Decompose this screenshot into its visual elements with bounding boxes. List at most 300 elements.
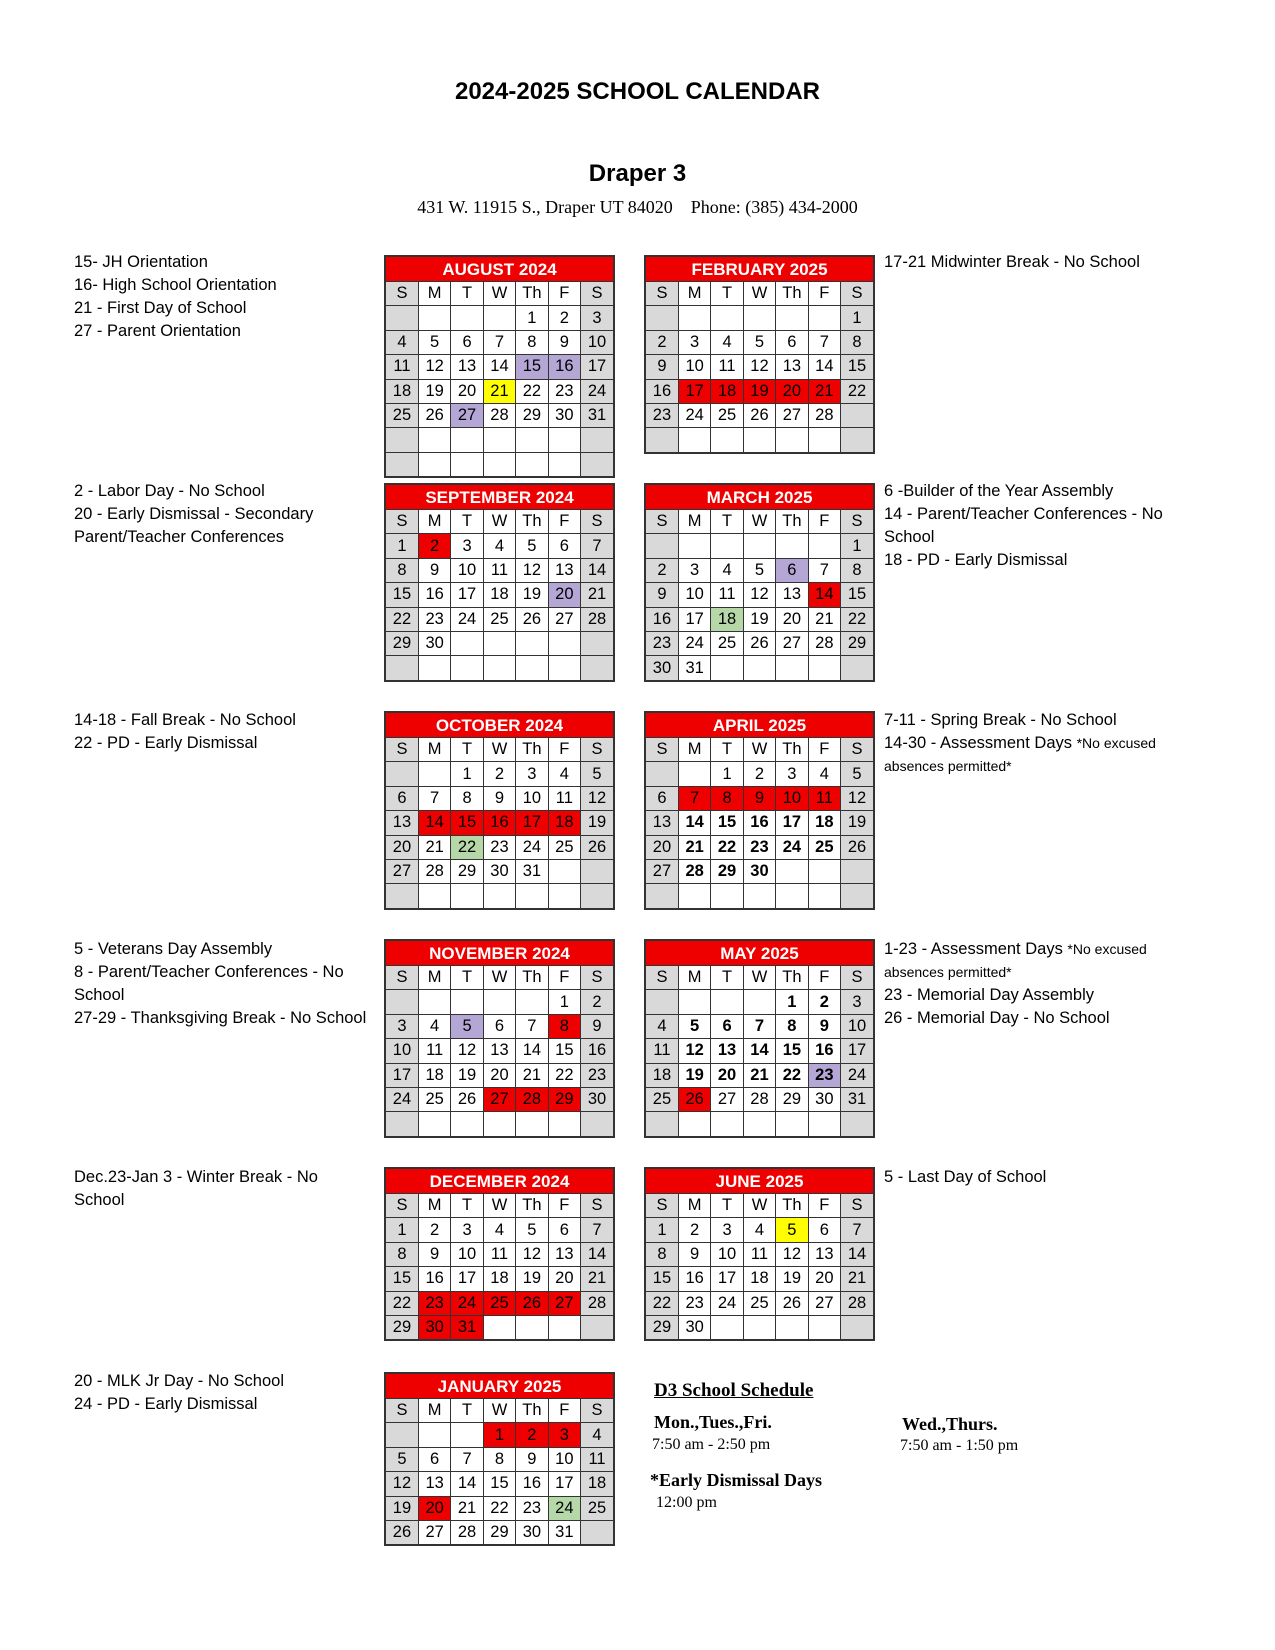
month-grid	[646, 510, 873, 680]
weekday-header: S	[386, 282, 418, 306]
month-grid	[386, 738, 613, 908]
day-cell: 29	[386, 1315, 418, 1339]
month-title: AUGUST 2024	[386, 257, 613, 282]
day-cell: 1	[776, 990, 808, 1014]
calendar-december-2024	[384, 1167, 615, 1341]
month-title: MARCH 2025	[646, 485, 873, 510]
weekday-header: Th	[776, 1194, 808, 1218]
note: 24 - PD - Early Dismissal	[74, 1395, 258, 1413]
month-grid	[386, 966, 613, 1136]
day-cell: 24	[516, 835, 548, 859]
day-cell: 6	[483, 1014, 515, 1038]
day-cell: 3	[451, 1218, 483, 1242]
day-cell: 23	[581, 1063, 613, 1087]
day-cell: 2	[581, 990, 613, 1014]
month-grid	[386, 282, 613, 476]
day-cell: 4	[711, 330, 743, 354]
day-cell: 22	[711, 835, 743, 859]
empty-day-cell	[418, 306, 450, 330]
empty-day-cell	[548, 452, 580, 476]
weekday-header: M	[418, 738, 450, 762]
day-cell: 11	[711, 355, 743, 379]
day-cell: 15	[386, 583, 418, 607]
weekday-header: W	[743, 1194, 775, 1218]
day-cell: 20	[548, 1267, 580, 1291]
weekday-header: S	[581, 1194, 613, 1218]
empty-day-cell	[743, 656, 775, 680]
day-cell: 26	[516, 1291, 548, 1315]
schedule-title: D3 School Schedule	[654, 1380, 814, 1401]
day-cell: 6	[776, 330, 808, 354]
day-cell: 9	[808, 1014, 840, 1038]
empty-day-cell	[451, 656, 483, 680]
empty-day-cell	[418, 1112, 450, 1136]
weekday-header: S	[841, 510, 873, 534]
page-title: 2024-2025 SCHOOL CALENDAR	[454, 78, 820, 105]
day-cell: 21	[581, 583, 613, 607]
day-cell: 13	[776, 355, 808, 379]
day-cell: 21	[418, 835, 450, 859]
weekday-header: Th	[776, 282, 808, 306]
weekday-header: F	[548, 738, 580, 762]
empty-day-cell	[678, 534, 710, 558]
day-cell: 10	[711, 1242, 743, 1266]
day-cell: 5	[418, 330, 450, 354]
note: 14-30 - Assessment Days	[884, 734, 1072, 752]
day-cell: 30	[678, 1315, 710, 1339]
empty-day-cell	[841, 1315, 873, 1339]
day-cell: 1	[548, 990, 580, 1014]
day-cell: 2	[808, 990, 840, 1014]
day-cell: 13	[483, 1039, 515, 1063]
calendar-february-2025	[644, 255, 875, 454]
day-cell: 4	[646, 1014, 678, 1038]
day-cell: 8	[646, 1242, 678, 1266]
day-cell: 1	[711, 762, 743, 786]
day-cell: 16	[646, 379, 678, 403]
empty-day-cell	[646, 1112, 678, 1136]
day-cell: 8	[386, 1242, 418, 1266]
day-cell: 16	[581, 1039, 613, 1063]
weekday-header: Th	[516, 966, 548, 990]
empty-day-cell	[776, 534, 808, 558]
day-cell: 6	[386, 786, 418, 810]
day-cell: 24	[581, 379, 613, 403]
day-cell: 17	[678, 379, 710, 403]
empty-day-cell	[386, 428, 418, 452]
day-cell: 10	[451, 1242, 483, 1266]
day-cell: 28	[483, 403, 515, 427]
day-cell: 14	[678, 811, 710, 835]
calendar-april-2025	[644, 711, 875, 910]
day-cell: 28	[743, 1087, 775, 1111]
day-cell: 17	[386, 1063, 418, 1087]
day-cell: 7	[451, 1447, 483, 1471]
note: 17-21 Midwinter Break - No School	[884, 253, 1140, 271]
empty-day-cell	[808, 859, 840, 883]
day-cell: 10	[841, 1014, 873, 1038]
day-cell: 12	[516, 1242, 548, 1266]
day-cell: 12	[743, 355, 775, 379]
note: 14-18 - Fall Break - No School	[74, 711, 296, 729]
day-cell: 21	[451, 1496, 483, 1520]
day-cell: 10	[776, 786, 808, 810]
day-cell: 10	[516, 786, 548, 810]
day-cell: 19	[516, 583, 548, 607]
day-cell: 8	[483, 1447, 515, 1471]
empty-day-cell	[841, 884, 873, 908]
day-cell: 25	[808, 835, 840, 859]
empty-day-cell	[808, 1112, 840, 1136]
empty-day-cell	[418, 656, 450, 680]
weekday-header: T	[451, 282, 483, 306]
school-address: 431 W. 11915 S., Draper UT 84020	[417, 197, 673, 217]
note: 22 - PD - Early Dismissal	[74, 734, 258, 752]
empty-day-cell	[548, 428, 580, 452]
empty-day-cell	[451, 631, 483, 655]
day-cell: 19	[516, 1267, 548, 1291]
day-cell: 2	[646, 558, 678, 582]
weekday-header: W	[743, 738, 775, 762]
weekday-header: T	[711, 1194, 743, 1218]
day-cell: 10	[386, 1039, 418, 1063]
calendar-october-2024	[384, 711, 615, 910]
day-cell: 4	[581, 1423, 613, 1447]
weekday-header: Th	[516, 1399, 548, 1423]
day-cell: 12	[776, 1242, 808, 1266]
empty-day-cell	[743, 884, 775, 908]
empty-day-cell	[808, 534, 840, 558]
empty-day-cell	[776, 656, 808, 680]
day-cell: 6	[646, 786, 678, 810]
day-cell: 15	[841, 355, 873, 379]
empty-day-cell	[743, 1112, 775, 1136]
weekday-header: W	[743, 510, 775, 534]
weekday-header: T	[711, 510, 743, 534]
day-cell: 9	[646, 355, 678, 379]
empty-day-cell	[711, 1112, 743, 1136]
day-cell: 26	[678, 1087, 710, 1111]
empty-day-cell	[743, 990, 775, 1014]
day-cell: 16	[743, 811, 775, 835]
empty-day-cell	[451, 884, 483, 908]
day-cell: 23	[743, 835, 775, 859]
weekday-header: S	[386, 738, 418, 762]
weekday-header: T	[451, 510, 483, 534]
day-cell: 26	[743, 403, 775, 427]
day-cell: 22	[841, 607, 873, 631]
day-cell: 26	[418, 403, 450, 427]
day-cell: 13	[548, 1242, 580, 1266]
day-cell: 4	[808, 762, 840, 786]
empty-day-cell	[451, 990, 483, 1014]
calendar-august-2024	[384, 255, 615, 478]
day-cell: 12	[743, 583, 775, 607]
empty-day-cell	[711, 884, 743, 908]
weekday-header: F	[548, 1194, 580, 1218]
empty-day-cell	[386, 762, 418, 786]
day-cell: 13	[646, 811, 678, 835]
day-cell: 23	[678, 1291, 710, 1315]
empty-day-cell	[418, 884, 450, 908]
schedule-wt-label: Wed.,Thurs.	[902, 1414, 998, 1434]
day-cell: 8	[451, 786, 483, 810]
note: 14 - Parent/Teacher Conferences - No School	[884, 505, 1163, 546]
day-cell: 12	[841, 786, 873, 810]
empty-day-cell	[386, 990, 418, 1014]
day-cell: 16	[548, 355, 580, 379]
empty-day-cell	[483, 1112, 515, 1136]
day-cell: 20	[776, 607, 808, 631]
weekday-header: F	[808, 966, 840, 990]
day-cell: 5	[516, 534, 548, 558]
day-cell: 2	[548, 306, 580, 330]
empty-day-cell	[646, 534, 678, 558]
day-cell: 8	[841, 558, 873, 582]
day-cell: 6	[711, 1014, 743, 1038]
weekday-header: M	[678, 966, 710, 990]
weekday-header: M	[418, 1399, 450, 1423]
day-cell: 19	[418, 379, 450, 403]
day-cell: 13	[548, 558, 580, 582]
day-cell: 27	[386, 859, 418, 883]
day-cell: 21	[678, 835, 710, 859]
day-cell: 18	[483, 583, 515, 607]
day-cell: 8	[776, 1014, 808, 1038]
empty-day-cell	[776, 884, 808, 908]
weekday-header: M	[678, 510, 710, 534]
day-cell: 27	[451, 403, 483, 427]
day-cell: 28	[418, 859, 450, 883]
day-cell: 25	[386, 403, 418, 427]
day-cell: 18	[581, 1472, 613, 1496]
day-cell: 3	[548, 1423, 580, 1447]
month-title: OCTOBER 2024	[386, 713, 613, 738]
school-contact	[0, 197, 1275, 218]
day-cell: 12	[516, 558, 548, 582]
day-cell: 5	[451, 1014, 483, 1038]
weekday-header: Th	[776, 510, 808, 534]
day-cell: 5	[776, 1218, 808, 1242]
day-cell: 14	[581, 1242, 613, 1266]
weekday-header: W	[483, 510, 515, 534]
day-cell: 30	[808, 1087, 840, 1111]
day-cell: 30	[581, 1087, 613, 1111]
day-cell: 26	[451, 1087, 483, 1111]
empty-day-cell	[418, 1423, 450, 1447]
day-cell: 23	[418, 607, 450, 631]
day-cell: 25	[418, 1087, 450, 1111]
month-grid	[646, 738, 873, 908]
empty-day-cell	[743, 1315, 775, 1339]
day-cell: 25	[646, 1087, 678, 1111]
empty-day-cell	[386, 1112, 418, 1136]
day-cell: 2	[418, 534, 450, 558]
day-cell: 7	[418, 786, 450, 810]
empty-day-cell	[451, 306, 483, 330]
day-cell: 16	[646, 607, 678, 631]
note: 15- JH Orientation	[74, 253, 208, 271]
day-cell: 3	[841, 990, 873, 1014]
day-cell: 23	[646, 403, 678, 427]
day-cell: 11	[483, 1242, 515, 1266]
day-cell: 25	[581, 1496, 613, 1520]
day-cell: 19	[386, 1496, 418, 1520]
day-cell: 24	[678, 403, 710, 427]
empty-day-cell	[743, 534, 775, 558]
day-cell: 15	[646, 1267, 678, 1291]
day-cell: 31	[841, 1087, 873, 1111]
day-cell: 3	[581, 306, 613, 330]
day-cell: 18	[646, 1063, 678, 1087]
weekday-header: T	[711, 966, 743, 990]
month-grid	[386, 1194, 613, 1339]
empty-day-cell	[581, 859, 613, 883]
day-cell: 7	[581, 534, 613, 558]
weekday-header: S	[386, 1194, 418, 1218]
note: 27 - Parent Orientation	[74, 322, 241, 340]
day-cell: 11	[808, 786, 840, 810]
weekday-header: S	[646, 282, 678, 306]
empty-day-cell	[678, 762, 710, 786]
day-cell: 23	[808, 1063, 840, 1087]
day-cell: 28	[678, 859, 710, 883]
day-cell: 31	[548, 1520, 580, 1544]
empty-day-cell	[483, 656, 515, 680]
day-cell: 9	[581, 1014, 613, 1038]
day-cell: 26	[386, 1520, 418, 1544]
day-cell: 18	[418, 1063, 450, 1087]
weekday-header: F	[548, 966, 580, 990]
day-cell: 24	[678, 631, 710, 655]
weekday-header: W	[483, 282, 515, 306]
weekday-header: T	[451, 966, 483, 990]
empty-day-cell	[743, 306, 775, 330]
day-cell: 21	[841, 1267, 873, 1291]
month-title: MAY 2025	[646, 941, 873, 966]
day-cell: 14	[808, 355, 840, 379]
day-cell: 9	[548, 330, 580, 354]
day-cell: 4	[386, 330, 418, 354]
day-cell: 21	[808, 607, 840, 631]
empty-day-cell	[516, 656, 548, 680]
day-cell: 14	[743, 1039, 775, 1063]
day-cell: 4	[548, 762, 580, 786]
empty-day-cell	[711, 1315, 743, 1339]
day-cell: 25	[483, 607, 515, 631]
day-cell: 28	[581, 607, 613, 631]
empty-day-cell	[451, 428, 483, 452]
day-cell: 6	[808, 1218, 840, 1242]
day-cell: 31	[516, 859, 548, 883]
day-cell: 22	[451, 835, 483, 859]
day-cell: 22	[776, 1063, 808, 1087]
empty-day-cell	[483, 306, 515, 330]
weekday-header: W	[483, 966, 515, 990]
day-cell: 20	[646, 835, 678, 859]
day-cell: 19	[743, 379, 775, 403]
empty-day-cell	[483, 452, 515, 476]
empty-day-cell	[678, 1112, 710, 1136]
day-cell: 1	[386, 534, 418, 558]
day-cell: 27	[548, 1291, 580, 1315]
empty-day-cell	[711, 428, 743, 452]
calendar-may-2025	[644, 939, 875, 1138]
empty-day-cell	[451, 1423, 483, 1447]
empty-day-cell	[581, 884, 613, 908]
empty-day-cell	[548, 656, 580, 680]
day-cell: 3	[451, 534, 483, 558]
day-cell: 3	[776, 762, 808, 786]
day-cell: 20	[776, 379, 808, 403]
weekday-header: F	[808, 738, 840, 762]
empty-day-cell	[451, 1112, 483, 1136]
day-cell: 29	[483, 1520, 515, 1544]
day-cell: 14	[516, 1039, 548, 1063]
day-cell: 13	[418, 1472, 450, 1496]
empty-day-cell	[418, 762, 450, 786]
weekday-header: F	[548, 1399, 580, 1423]
day-cell: 1	[386, 1218, 418, 1242]
empty-day-cell	[808, 306, 840, 330]
day-cell: 18	[808, 811, 840, 835]
day-cell: 24	[711, 1291, 743, 1315]
day-cell: 10	[451, 558, 483, 582]
day-cell: 17	[776, 811, 808, 835]
day-cell: 2	[646, 330, 678, 354]
empty-day-cell	[516, 631, 548, 655]
note: 18 - PD - Early Dismissal	[884, 551, 1068, 569]
day-cell: 1	[451, 762, 483, 786]
day-cell: 3	[386, 1014, 418, 1038]
notes-october	[74, 709, 374, 755]
day-cell: 24	[451, 607, 483, 631]
day-cell: 4	[483, 534, 515, 558]
weekday-header: S	[646, 966, 678, 990]
day-cell: 20	[711, 1063, 743, 1087]
day-cell: 2	[516, 1423, 548, 1447]
day-cell: 9	[418, 1242, 450, 1266]
note: 6 -Builder of the Year Assembly	[884, 482, 1114, 500]
empty-day-cell	[386, 452, 418, 476]
day-cell: 27	[483, 1087, 515, 1111]
empty-day-cell	[483, 1315, 515, 1339]
day-cell: 7	[743, 1014, 775, 1038]
day-cell: 21	[516, 1063, 548, 1087]
day-cell: 15	[776, 1039, 808, 1063]
day-cell: 3	[678, 330, 710, 354]
note: 20 - MLK Jr Day - No School	[74, 1372, 284, 1390]
day-cell: 3	[711, 1218, 743, 1242]
day-cell: 18	[548, 811, 580, 835]
weekday-header: T	[711, 282, 743, 306]
day-cell: 4	[483, 1218, 515, 1242]
day-cell: 17	[451, 583, 483, 607]
day-cell: 14	[841, 1242, 873, 1266]
day-cell: 4	[711, 558, 743, 582]
day-cell: 22	[841, 379, 873, 403]
empty-day-cell	[776, 859, 808, 883]
day-cell: 26	[743, 631, 775, 655]
day-cell: 18	[711, 379, 743, 403]
day-cell: 8	[711, 786, 743, 810]
empty-day-cell	[483, 428, 515, 452]
weekday-header: M	[418, 510, 450, 534]
day-cell: 25	[711, 403, 743, 427]
weekday-header: S	[581, 738, 613, 762]
empty-day-cell	[841, 859, 873, 883]
day-cell: 8	[548, 1014, 580, 1038]
